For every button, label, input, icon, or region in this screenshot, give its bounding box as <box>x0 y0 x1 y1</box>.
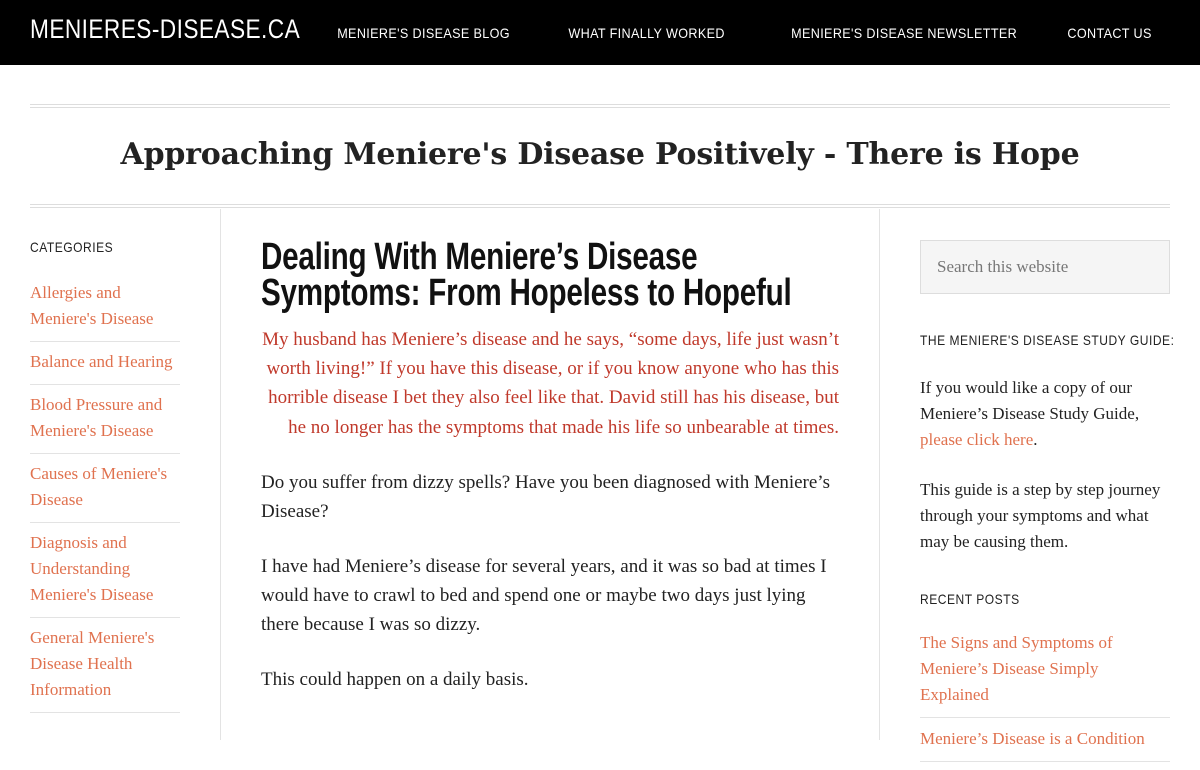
body-paragraph: Do you suffer from dizzy spells? Have you been diagnosed with Meniere’s Disease? <box>261 471 830 522</box>
recent-posts-list <box>920 630 1170 762</box>
list-item <box>30 618 180 713</box>
nav-item-blog[interactable]: MENIERE'S DISEASE BLOG <box>337 25 511 41</box>
banner-rule-bottom <box>30 204 1170 208</box>
nav-item-contact-us[interactable]: CONTACT US <box>1067 25 1152 41</box>
intro-quote: My husband has Meniere’s disease and he says, “some days, life just wasn’t worth living!” If you have this disease, or if you know anyone who has this horrible disease I bet they also feel like that. David still has his disease, but he no longer has the symptoms that made his life so unbearable at times. <box>262 329 839 438</box>
page-title: Approaching Meniere's Disease Positively - There is Hope <box>120 137 1080 172</box>
study-guide-heading: THE MENIERE'S DISEASE STUDY GUIDE: <box>920 332 1175 348</box>
study-guide-link[interactable]: please click here <box>920 430 1034 449</box>
categories-sidebar <box>30 209 180 713</box>
category-link-causes[interactable]: Causes of Meniere's Disease <box>30 464 168 509</box>
list-item <box>30 385 180 454</box>
study-guide-text <box>920 375 1170 453</box>
category-link-diagnosis[interactable]: Diagnosis and Understanding Meniere's Disease <box>30 533 154 604</box>
post-title[interactable]: Dealing With Meniere’s Disease Symptoms: From Hopeless to Hopeful <box>261 236 792 314</box>
body-paragraph: This could happen on a daily basis. <box>261 668 529 690</box>
main-content <box>261 209 839 694</box>
banner-rule-top <box>30 104 1170 108</box>
search-input[interactable]: Search this website <box>920 240 1170 294</box>
body-paragraph: I have had Meniere’s disease for several years, and it was so bad at times I would have to crawl to bed and spend one or maybe two days just lying there because I was so dizzy. <box>261 555 827 635</box>
recent-post-link[interactable]: The Signs and Symptoms of Meniere’s Disease Simply Explained <box>920 633 1113 704</box>
right-column-divider <box>879 209 880 740</box>
list-item <box>30 454 180 523</box>
study-guide-text-after: . <box>1033 430 1038 449</box>
study-guide-description: This guide is a step by step journey through your symptoms and what may be causing them. <box>920 480 1161 551</box>
right-sidebar <box>920 209 1175 770</box>
categories-heading: CATEGORIES <box>30 239 114 255</box>
nav-item-newsletter[interactable]: MENIERE'S DISEASE NEWSLETTER <box>791 25 1018 41</box>
left-column-divider <box>220 209 221 740</box>
categories-list <box>30 280 180 713</box>
list-item <box>920 630 1170 718</box>
list-item <box>30 342 180 385</box>
site-header <box>0 0 1200 65</box>
list-item <box>30 523 180 618</box>
primary-nav <box>277 25 1152 41</box>
nav-item-what-finally-worked[interactable]: WHAT FINALLY WORKED <box>568 25 726 41</box>
list-item <box>920 726 1170 762</box>
category-link-blood-pressure[interactable]: Blood Pressure and Meniere's Disease <box>30 395 163 440</box>
category-link-balance[interactable]: Balance and Hearing <box>30 352 173 371</box>
study-guide-text-before: If you would like a copy of our Meniere’s Disease Study Guide, <box>920 378 1140 423</box>
site-title-link[interactable]: MENIERES-DISEASE.CA <box>30 14 301 44</box>
category-link-general-health[interactable]: General Meniere's Disease Health Information <box>30 628 155 699</box>
list-item <box>30 280 180 342</box>
recent-posts-heading: RECENT POSTS <box>920 591 1020 607</box>
recent-post-link[interactable]: Meniere’s Disease is a Condition <box>920 729 1145 748</box>
category-link-allergies[interactable]: Allergies and Meniere's Disease <box>30 283 154 328</box>
